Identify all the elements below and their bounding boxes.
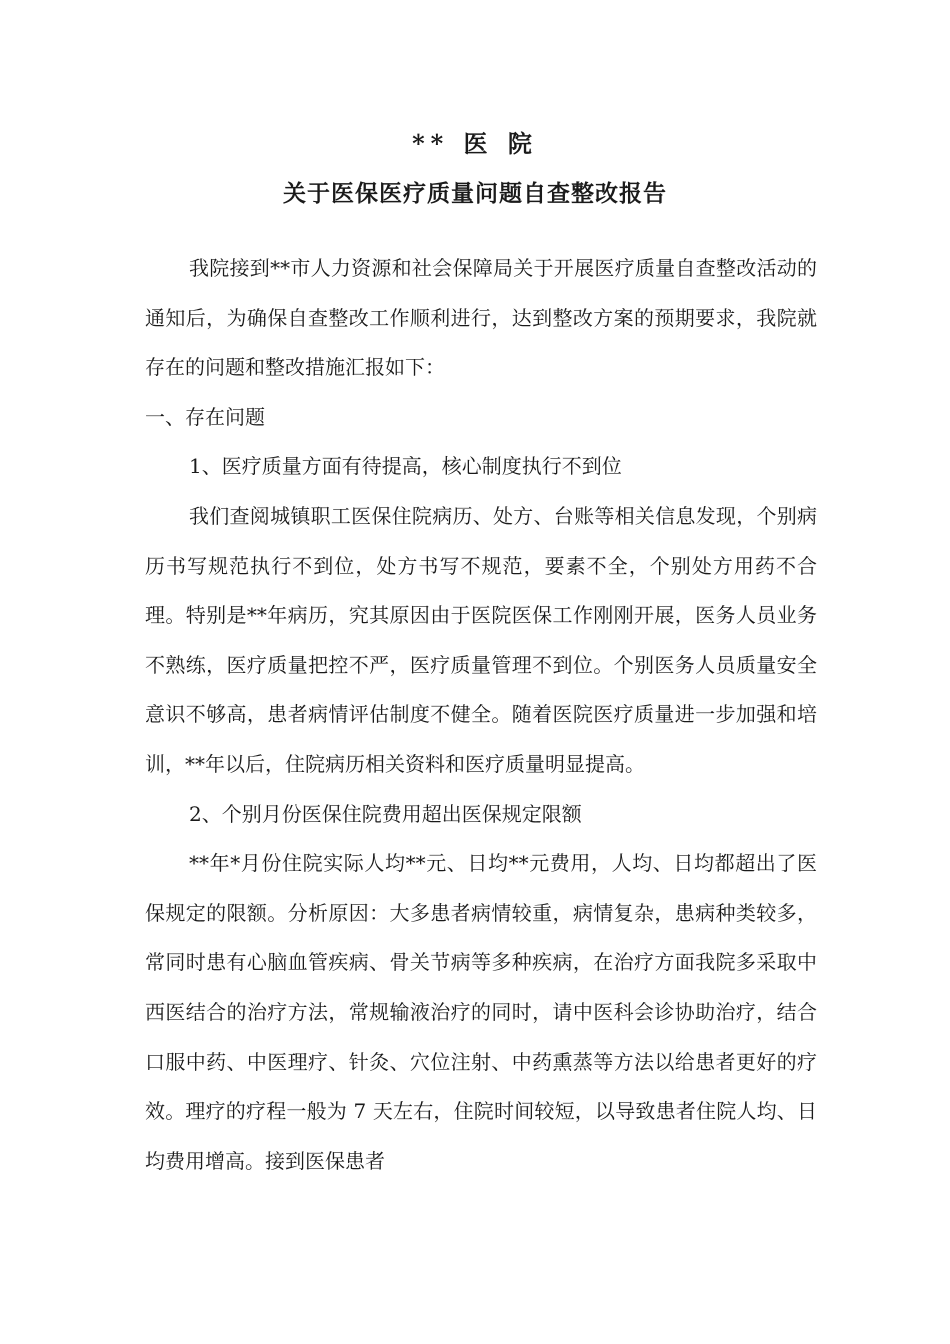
- document-title-hospital: ** 医 院: [412, 129, 538, 158]
- item1-paragraph: 我们查阅城镇职工医保住院病历、处方、台账等相关信息发现，个别病历书写规范执行不到位，处方书写不规范，要素不全，个别处方用药不合理。特别是**年病历，究其原因由于医院医保工作刚刚开展，医务人员业务不熟练，医疗质量把控不严，医疗质量管理不到位。个别医务人员质量安全意识不够高，患者病情评估制度不健全。随着医院医疗质量进一步加强和培训，**年以后，住院病历相关资料和医疗质量明显提高。: [145, 503, 817, 776]
- document-title-report: 关于医保医疗质量问题自查整改报告: [283, 180, 667, 207]
- item2-heading: 2、个别月份医保住院费用超出医保规定限额: [189, 801, 582, 826]
- document-body: [145, 244, 817, 1186]
- item1-heading: 1、医疗质量方面有待提高，核心制度执行不到位: [189, 454, 622, 479]
- item2-paragraph: **年*月份住院实际人均**元、日均**元费用，人均、日均都超出了医保规定的限额。分析原因：大多患者病情较重，病情复杂，患病种类较多，常同时患有心脑血管疾病、骨关节病等多种疾病，在治疗方面我院多采取中西医结合的治疗方法，常规输液治疗的同时，请中医科会诊协助治疗，结合口服中药、中医理疗、针灸、穴位注射、中药熏蒸等方法以给患者更好的疗效。理疗的疗程一般为 7 天左右，住院时间较短，以导致患者住院人均、日均费用增高。接到医保患者: [145, 851, 817, 1173]
- intro-paragraph: 我院接到**市人力资源和社会保障局关于开展医疗质量自查整改活动的通知后，为确保自查整改工作顺利进行，达到整改方案的预期要求，我院就存在的问题和整改措施汇报如下：: [145, 256, 817, 380]
- section-heading-problems: 一、存在问题: [145, 404, 265, 429]
